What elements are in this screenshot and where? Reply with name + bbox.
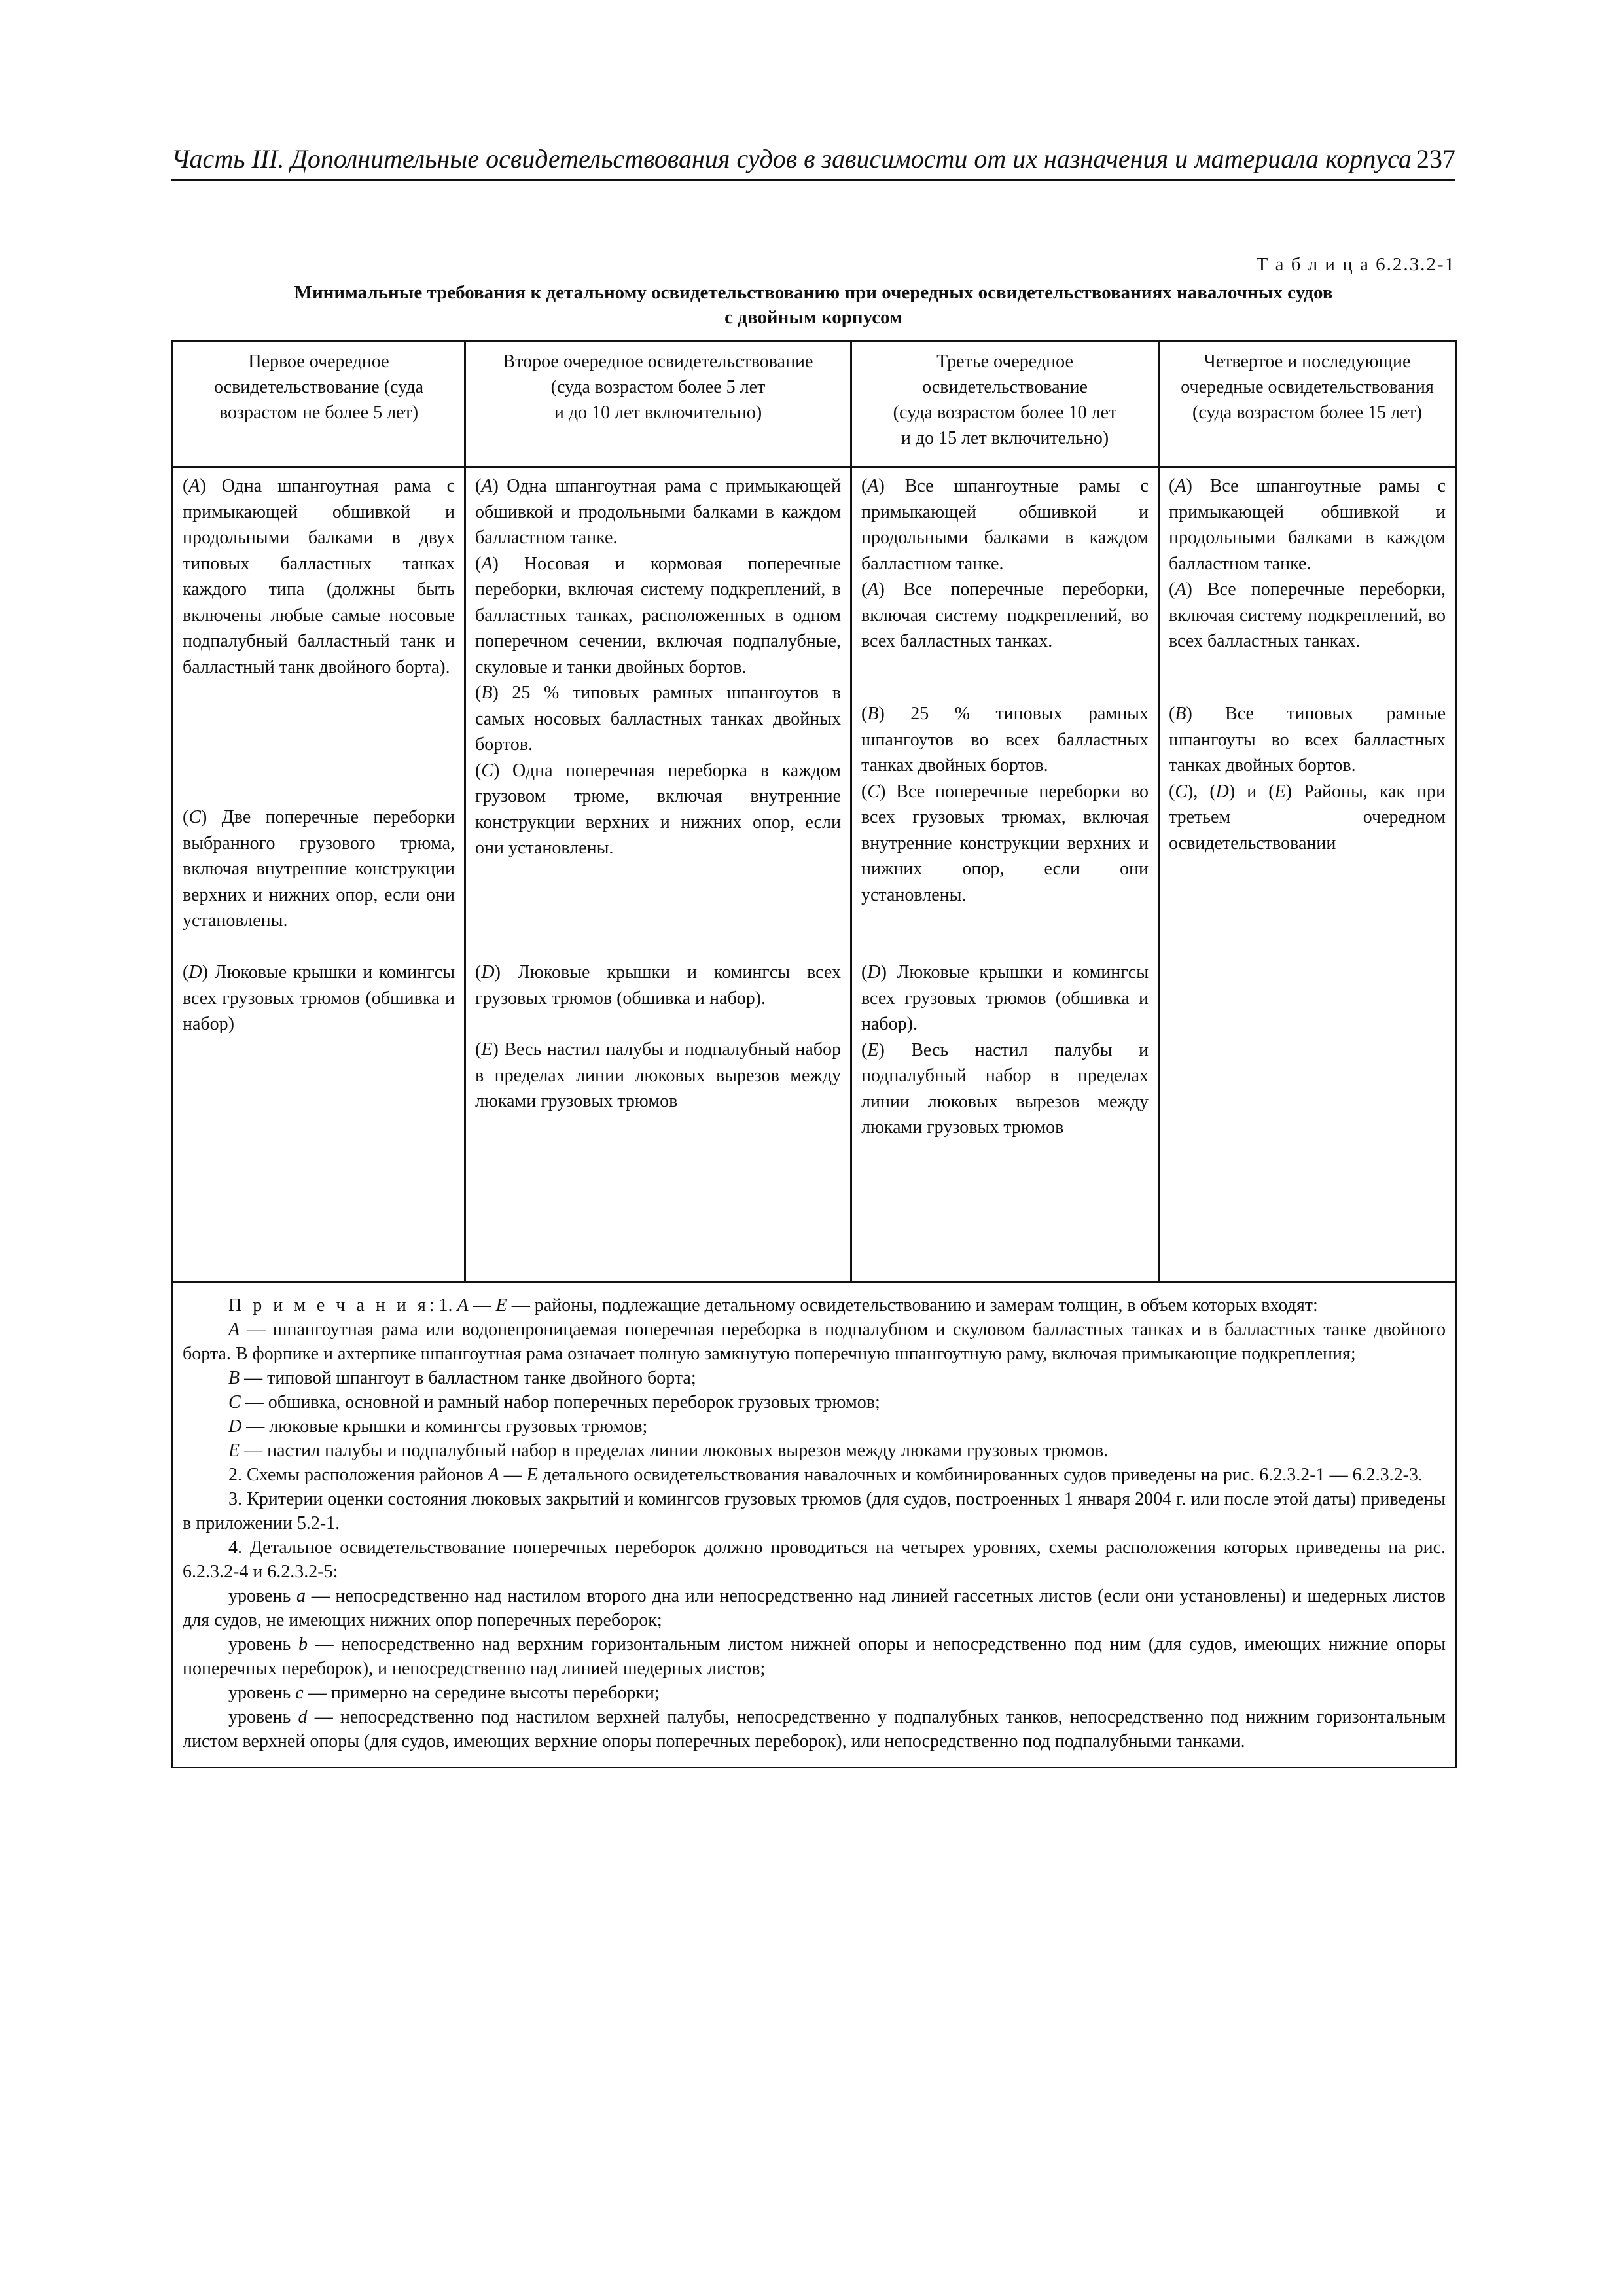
table-notes: П р и м е ч а н и я: 1. A — E — районы, подлежащие детальному освидетельствованию и замерам толщин, в объем которых входят: A — шпангоутная рама или водонепроницаемая поперечная переборка в подпалубном и скуловом балластных танках и в балластных танке двойного борта. В форпике и ахтерпике шпангоутная рама означает полную замкнутую поперечную шпангоутную раму, включая примыкающие подкрепления; B — типовой шпангоут в балластном танке двойного борта; C — обшивка, основной и рамный набор поперечных переборок грузовых трюмов; D — люковые крышки и комингсы грузовых трюмов; E — настил палубы и подпалубный набор в пределах линии люковых вырезов между люками грузовых трюмов. 2. Схемы расположения районов A — E детального освидетельствования навалочных и комбинированных судов приведены на рис. 6.2.3.2-1 — 6.2.3.2-3. 3. Критерии оценки состояния люковых закрытий и комингсов грузовых трюмов (для судов, построенных 1 января 2004 г. или после этой даты) приведены в приложении 5.2-1. 4. Детальное освидетельствование поперечных переборок должно проводиться на четырех уровнях, схемы расположения которых приведены на рис. 6.2.3.2-4 и 6.2.3.2-5: уровень a — непосредственно над настилом второго дна или непосредственно над линией гассетных листов (если они установлены) и шедерных листов для судов, не имеющих нижних опор поперечных переборок; уровень b — непосредственно над верхним горизонтальным листом нижней опоры и непосредственно под ним (для судов, имеющих нижние опоры поперечных переборок), и непосредственно над линией шедерных листов; уровень c — примерно на середине высоты переборки; уровень d — непосредственно под настилом верхней палубы, непосредственно у подпалубных танков, непосредственно под нижним горизонтальным листом верхней опоры (для судов, имеющих верхние опоры поперечных переборок), или непосредственно под подпалубными танками.: [183, 1295, 1446, 1751]
running-title: Часть III. Дополнительные освидетельствования судов в зависимости от их назначения и материала корпуса: [171, 144, 1412, 173]
column-header-third-survey: Третье очередное освидетельствование (суда возрастом более 10 лет и до 15 лет включительно): [852, 342, 1160, 466]
column-header-first-survey: Первое очередное освидетельствование (суда возрастом не более 5 лет): [173, 342, 466, 466]
item-a: (A) Одна шпангоутная рама с примыкающей обшивкой и продольными балками в двух типовых балластных танках каждого типа (должны быть включены любые самые носовые подпалубный балластный танк и балластный танк двойного борта).: [183, 476, 455, 677]
item-c: (C) Две поперечные переборки выбранного грузового трюма, включая внутренние конструкции верхних и нижних опор, если они установлены.: [183, 807, 455, 931]
table-caption-line-1: Минимальные требования к детальному освидетельствованию при очередных освидетельствованиях навалочных судов: [294, 282, 1333, 303]
item-d: (D) Люковые крышки и комингсы всех грузовых трюмов (обшивка и набор): [183, 962, 455, 1034]
item-d: (D) Люковые крышки и комингсы всех грузовых трюмов (обшивка и набор).: [475, 962, 841, 1009]
cell-fourth-survey: [1160, 468, 1455, 1281]
page-number: 237: [1416, 144, 1455, 173]
cell-third-survey: [852, 468, 1160, 1281]
column-header-second-survey: Второе очередное освидетельствование (суда возрастом более 5 лет и до 10 лет включительно): [466, 342, 852, 466]
item-a: (A) Все шпангоутные рамы с примыкающей обшивкой и продольными балками в каждом балластном танке. (A) Все поперечные переборки, включая систему подкреплений, во всех балластных танках.: [1169, 476, 1446, 651]
table-label: Т а б л и ц а 6.2.3.2-1: [1256, 254, 1455, 275]
page-header: [171, 139, 1455, 181]
item-a: (A) Одна шпангоутная рама с примыкающей обшивкой и продольными балками в каждом балластном танке. (A) Носовая и кормовая поперечные переборки, включая систему подкреплений, в балластных танках, расположенных в одном поперечном сечении, включая подпалубные, скуловые и танки двойных бортов. (B) 25 % типовых рамных шпангоутов в самых носовых балластных танках двойных бортов. (C) Одна поперечная переборка в каждом грузовом трюме, включая внутренние конструкции верхних и нижних опор, если они установлены.: [475, 476, 841, 858]
table-caption-line-2: с двойным корпусом: [724, 307, 902, 328]
table-header-row: [173, 342, 1455, 468]
cell-first-survey: [173, 468, 466, 1281]
item-b: (B) 25 % типовых рамных шпангоутов во всех балластных танках двойных бортов. (C) Все поперечные переборки во всех грузовых трюмах, включая внутренние конструкции верхних и нижних опор, если они установлены.: [861, 704, 1149, 905]
item-d: (D) Люковые крышки и комингсы всех грузовых трюмов (обшивка и набор). (E) Весь настил палубы и подпалубный набор в пределах линии люковых вырезов между люками грузовых трюмов: [861, 962, 1149, 1138]
cell-second-survey: [466, 468, 852, 1281]
item-a: (A) Все шпангоутные рамы с примыкающей обшивкой и продольными балками в каждом балластном танке. (A) Все поперечные переборки, включая систему подкреплений, во всех балластных танках.: [861, 476, 1149, 651]
table-caption: [171, 280, 1455, 330]
item-e: (E) Весь настил палубы и подпалубный набор в пределах линии люковых вырезов между люками грузовых трюмов: [475, 1039, 841, 1111]
table-body-row: [173, 468, 1455, 1283]
requirements-table: [171, 340, 1457, 1768]
item-b: (B) Все типовых рамные шпангоуты во всех балластных танках двойных бортов. (C), (D) и (E) Районы, как при третьем очередном освидетельствовании: [1169, 704, 1446, 853]
column-header-fourth-survey: Четвертое и последующие очередные освидетельствования (суда возрастом более 15 лет): [1181, 351, 1434, 423]
